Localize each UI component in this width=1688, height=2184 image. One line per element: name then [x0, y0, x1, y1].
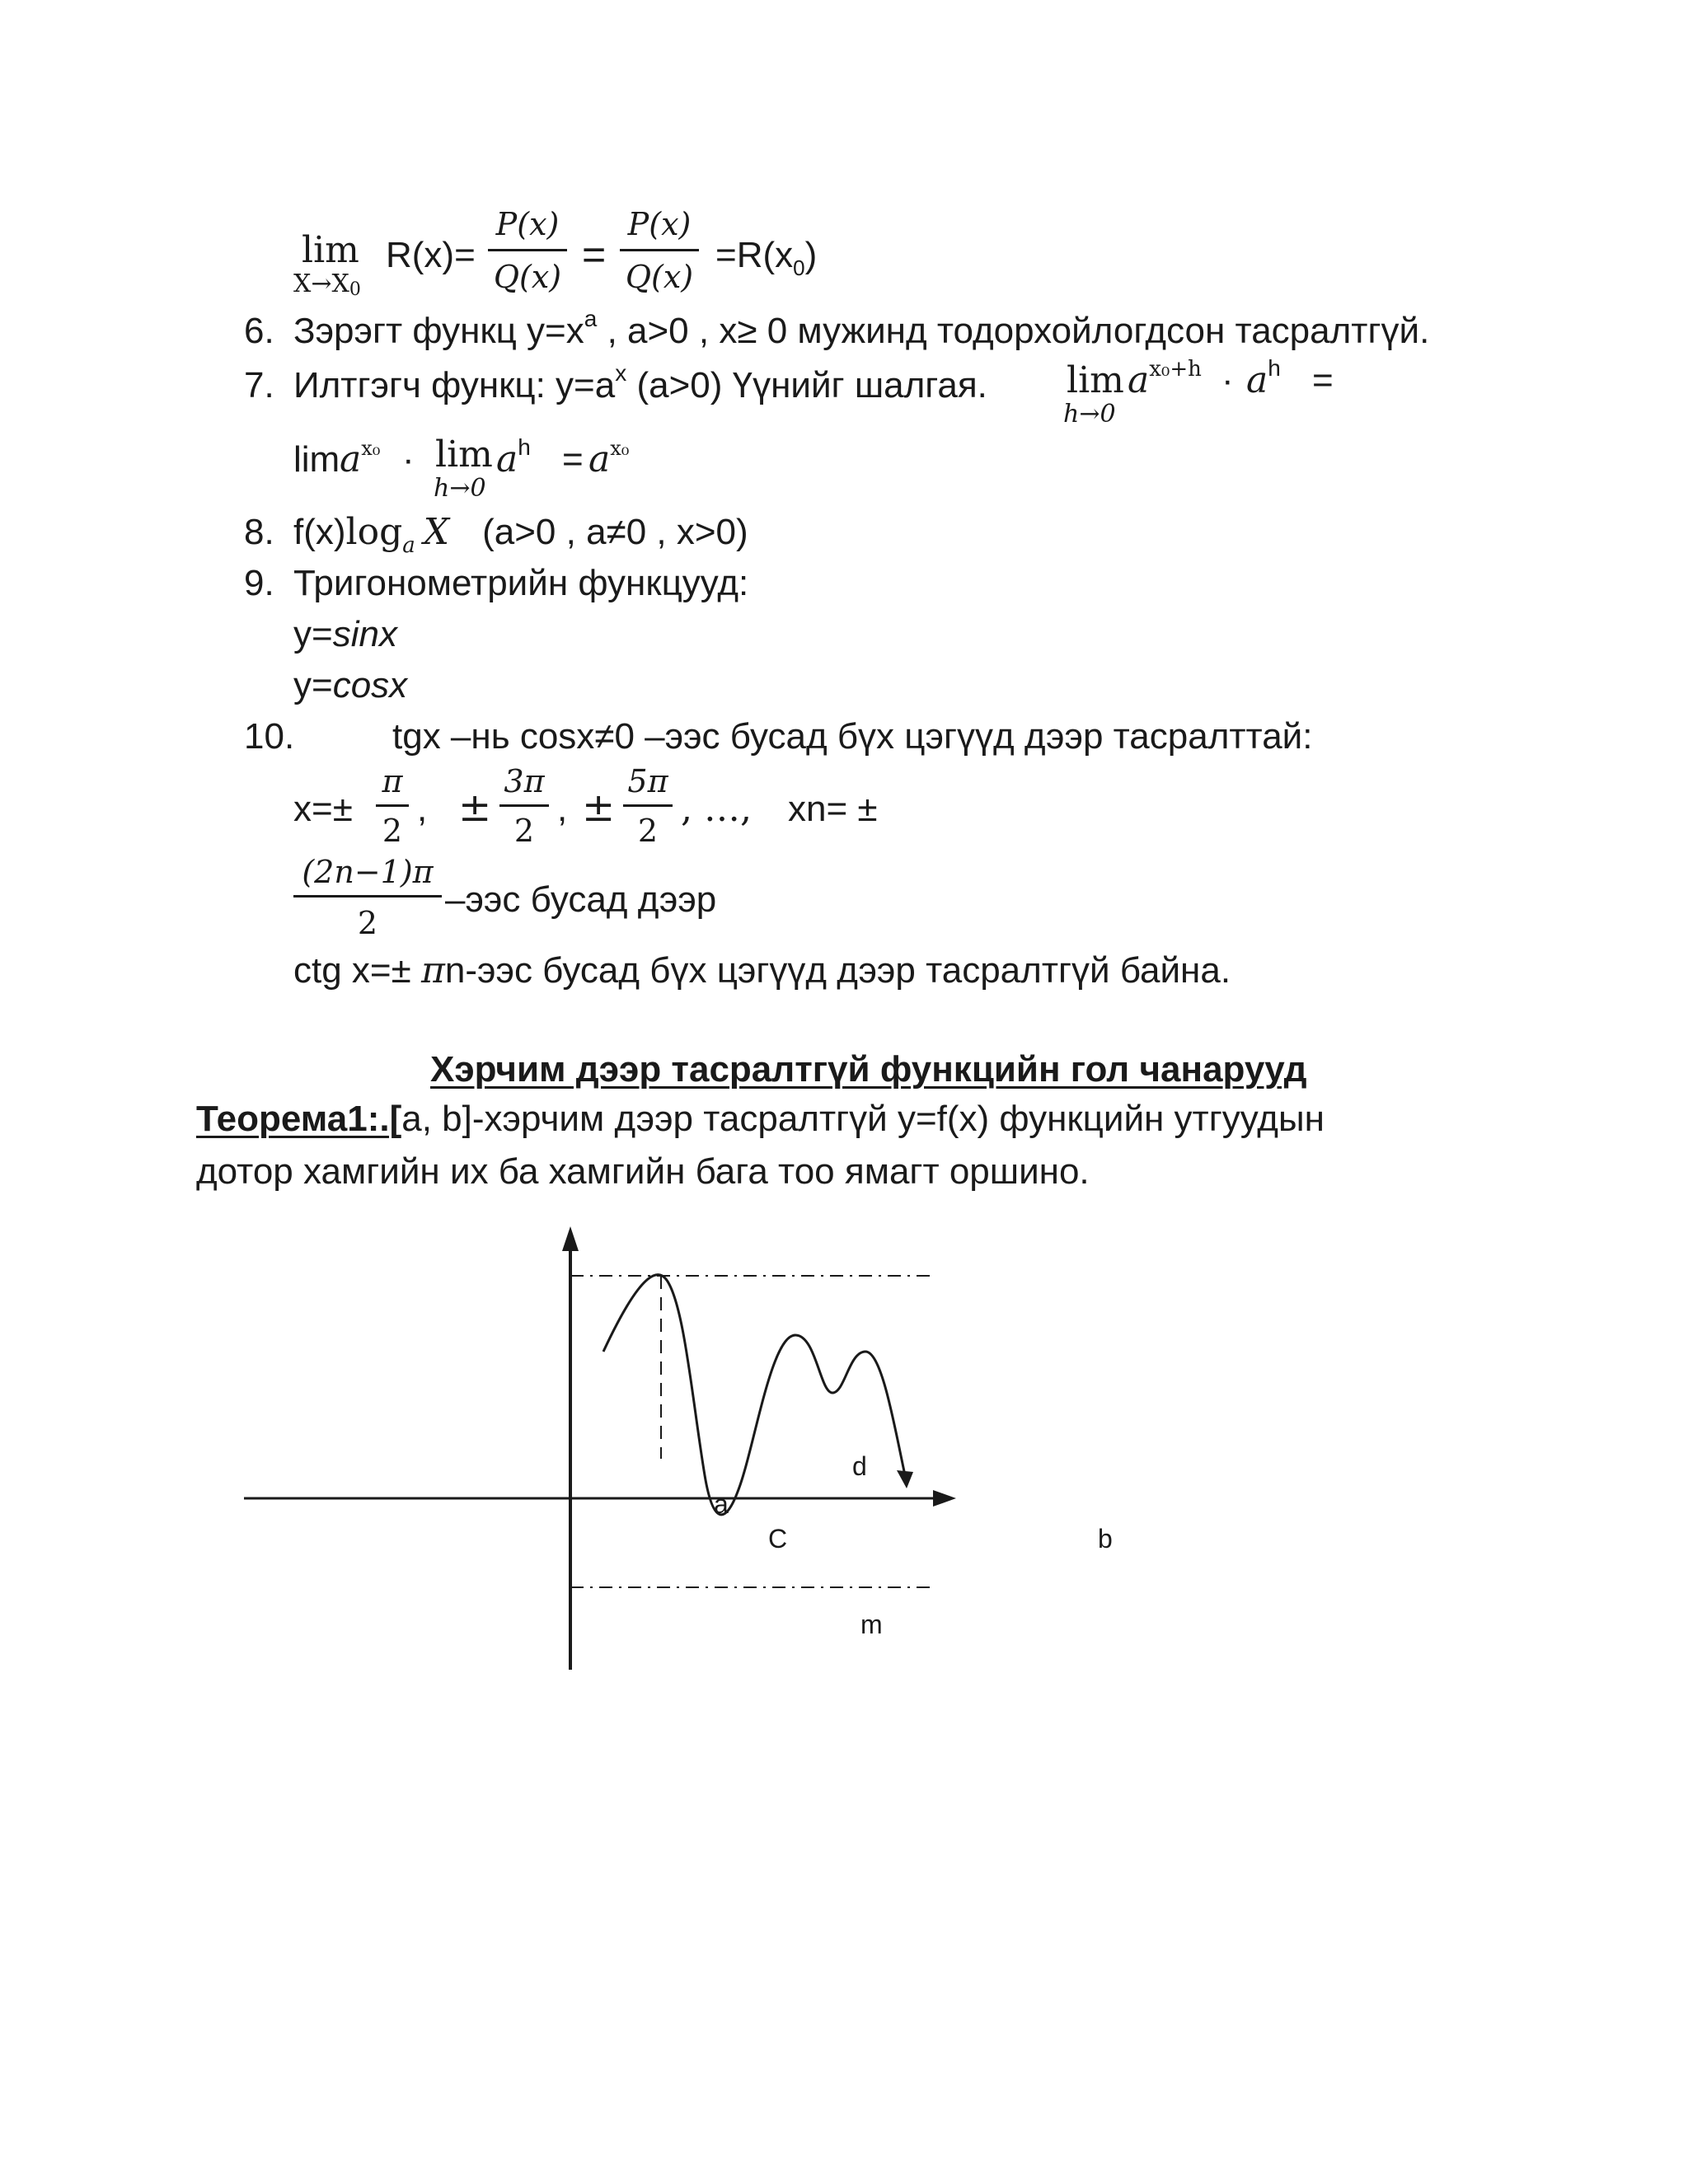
comma: , — [417, 789, 428, 829]
lim-word: lim — [1067, 359, 1124, 401]
item-number: 7. — [244, 365, 274, 405]
equals-sign: = — [562, 439, 584, 480]
fraction-pi-over-2: π 2 — [376, 763, 409, 854]
theorem-line-1: Теорема1:.[a, b]-хэрчим дээр тасралтгүй y=f(x) функцийн утгуудын — [196, 1099, 1325, 1139]
item-text: Зэрэгт функц $y=x^a$ , a>0 , x≥ 0 мужинд тодорхойлогдсон тасралтгүй. — [293, 306, 1430, 351]
section-heading: Хэрчим дээр тасралтгүй функцийн гол чанарууд — [430, 1049, 1307, 1090]
cos-function: y=cosx — [293, 665, 408, 705]
rx0-result: $=R(x_0)$ — [715, 235, 818, 280]
a-power-x0-result: $a^{x_0}$ — [588, 437, 630, 480]
curve-arrow-icon — [897, 1470, 913, 1488]
item-number: 10. — [244, 716, 295, 757]
x-axis-arrow-icon — [933, 1490, 956, 1507]
equals-sign: = — [582, 232, 607, 278]
theorem-label: Теорема1:.[ — [196, 1099, 402, 1139]
item-text: Илтгэгч функц: $y=a^x$ (a>0) Үүнийг шалгая. — [293, 360, 987, 405]
fraction-p-over-q-1: P(x) Q(x) — [488, 206, 567, 297]
a-power-h: $a^h$ — [496, 434, 531, 480]
ctg-line: ctg x=± πn-ээс бусад бүх цэгүүд дээр тасралтгүй байна. — [293, 949, 1231, 991]
xn-equals-pm: xn= ± — [788, 789, 878, 829]
theorem-line-2: дотор хамгийн их ба хамгийн бага тоо ямагт оршино. — [196, 1151, 1090, 1192]
label-c: C — [768, 1524, 788, 1554]
item-number: 6. — [244, 311, 274, 351]
dot-operator: · — [402, 439, 415, 480]
label-m: m — [860, 1610, 883, 1639]
comma: , — [557, 789, 568, 829]
item-number: 8. — [244, 512, 274, 552]
ellipsis: , …, — [681, 788, 752, 830]
a-power: $a^{x_0+h}$ — [1128, 357, 1202, 401]
lim-subscript: h→0 — [1063, 400, 1116, 429]
item-title: Тригонометрийн функцууд: — [293, 563, 749, 603]
fraction-5pi-over-2: 5π 2 — [623, 763, 673, 854]
dot-operator: · — [1221, 360, 1234, 401]
a-power-h: $a^h$ — [1246, 355, 1281, 401]
plus-minus: ± — [582, 785, 616, 831]
lim-subscript: $X\to X_0$ — [293, 269, 361, 300]
x-equals-pm: x=± — [293, 789, 353, 829]
lim-word-2: lim — [293, 439, 340, 480]
fraction-2n-1-pi-over-2: (2n−1)π 2 — [293, 854, 442, 944]
except-text: –ээс бусад дээр — [445, 879, 717, 920]
a-power-x0: $a^{x_0}$ — [340, 437, 381, 480]
sin-function: y=sinx — [293, 614, 397, 654]
label-d: d — [852, 1451, 867, 1481]
item-text: $f(x)\log_a$ X (a>0 , a≠0 , x>0) — [293, 511, 748, 558]
item-number: 9. — [244, 563, 274, 603]
equals-sign: = — [1312, 360, 1334, 401]
fraction-p-over-q-2: P(x) Q(x) — [620, 206, 699, 297]
label-b: b — [1098, 1524, 1113, 1554]
plus-minus: ± — [458, 785, 492, 831]
fraction-3pi-over-2: 3π 2 — [499, 763, 549, 854]
lim-word: lim — [302, 229, 359, 271]
rx-label: R(x)= — [386, 235, 476, 275]
label-a: a — [714, 1489, 729, 1519]
item-text: tgx –нь cosx≠0 –ээс бусад бүх цэгүүд дээр тасралттай: — [392, 716, 1313, 757]
y-axis-arrow-icon — [562, 1226, 579, 1251]
lim-subscript: h→0 — [434, 474, 486, 503]
lim-word-3: lim — [435, 434, 493, 476]
